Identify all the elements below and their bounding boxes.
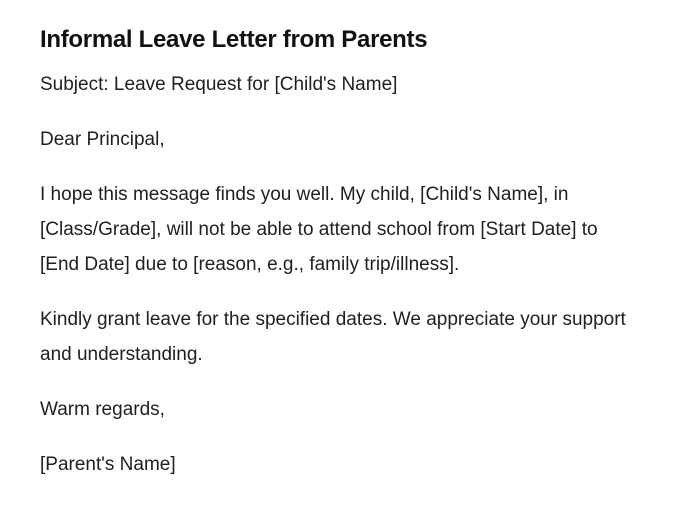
signature: [Parent's Name]	[40, 454, 176, 475]
closing: Warm regards,	[40, 399, 165, 420]
body-paragraph-1: I hope this message finds you well. My child, [Child's Name], in [Class/Grade], will not be able to attend school from [Start Date] to [End Date] due to [reason, e.g., family trip/illness].	[40, 184, 598, 275]
body-paragraph-2: Kindly grant leave for the specified dates. We appreciate your support and understanding.	[40, 309, 626, 365]
salutation: Dear Principal,	[40, 129, 165, 150]
letter-document	[40, 22, 640, 482]
subject-line: Subject: Leave Request for [Child's Name]	[40, 74, 398, 95]
document-title: Informal Leave Letter from Parents	[40, 26, 428, 53]
